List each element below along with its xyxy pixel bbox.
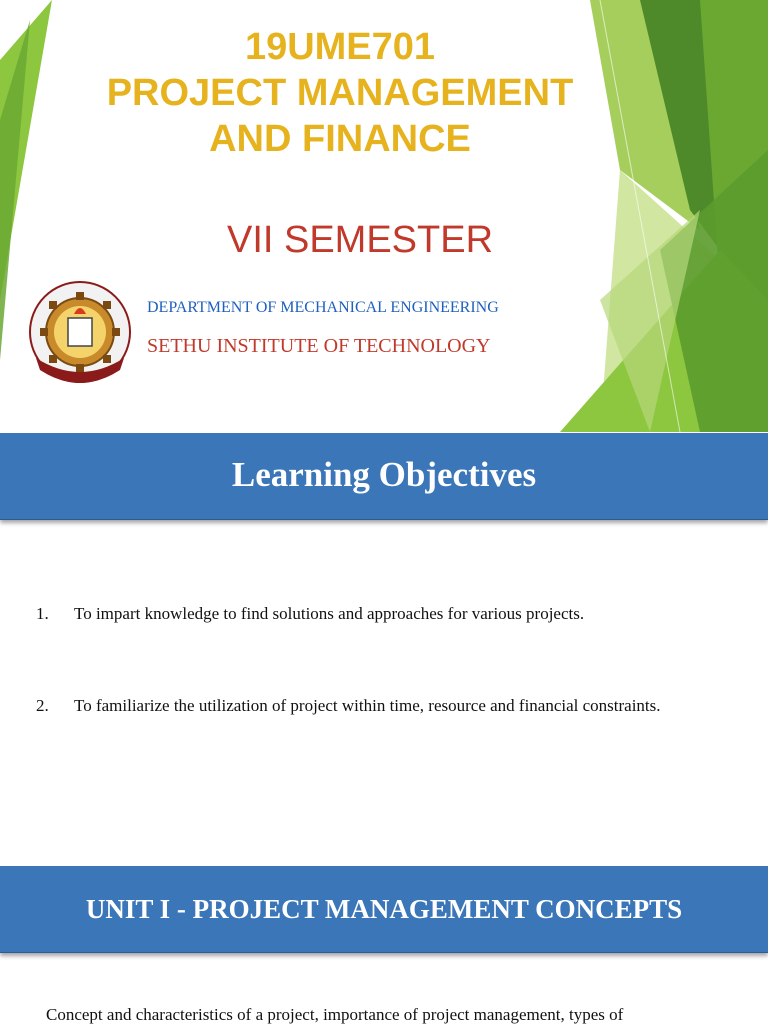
- objectives-slide: [0, 433, 768, 865]
- course-title-line-2: AND FINANCE: [209, 118, 471, 160]
- title-slide: [0, 0, 768, 432]
- department-name: DEPARTMENT OF MECHANICAL ENGINEERING: [147, 299, 499, 316]
- objective-number: 1.: [36, 604, 49, 623]
- semester-label: VII SEMESTER: [226, 219, 494, 261]
- unit-heading: UNIT I - PROJECT MANAGEMENT CONCEPTS: [85, 894, 683, 924]
- course-code: 19UME701: [244, 26, 436, 68]
- objectives-heading: Learning Objectives: [231, 455, 537, 494]
- course-title: [60, 24, 620, 162]
- objective-text: To impart knowledge to find solutions and approaches for various projects.: [74, 604, 585, 623]
- objective-text: To familiarize the utilization of project within time, resource and financial constraints.: [74, 696, 661, 715]
- objective-number: 2.: [36, 696, 49, 715]
- unit-syllabus-text: Concept and characteristics of a project, importance of project management, types of: [46, 1005, 624, 1024]
- institute-seal-icon: [22, 274, 138, 400]
- institute-name: SETHU INSTITUTE OF TECHNOLOGY: [147, 335, 491, 357]
- unit-slide: [0, 866, 768, 1024]
- objective-item-1: [36, 604, 584, 624]
- objective-item-2: [36, 696, 661, 716]
- course-title-line-1: PROJECT MANAGEMENT: [106, 72, 574, 114]
